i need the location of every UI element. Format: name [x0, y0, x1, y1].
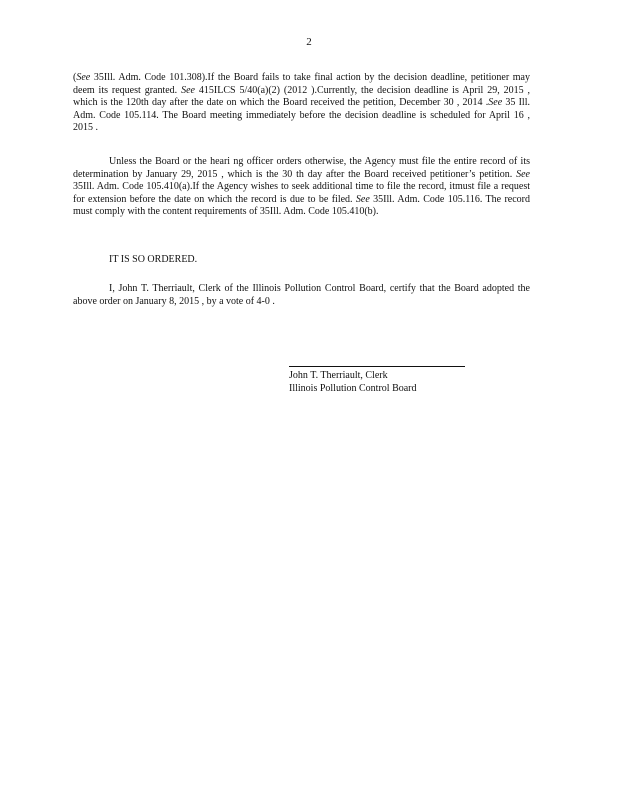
signatory-organization: Illinois Pollution Control Board [289, 383, 417, 394]
paragraph-decision-deadline: (See 35Ill. Adm. Code 101.308).If the Board fails to take final action by the decision deadline, petitioner may deem its request granted. See 415ILCS 5/40(a)(2) (2012 ).Currently, the decision deadline is April 29, 2015 , which is the 120th day after the date on which the Board received the petition, December 30 , 2014 .See 35 Ill. Adm. Code 105.114. The Board meeting immediately before the decision deadline is scheduled for April 16 , 2015 . [73, 72, 531, 133]
citation-signal: See [516, 168, 530, 180]
paragraph-agency-record [73, 156, 530, 219]
citation-signal: See [76, 72, 91, 83]
paragraph-text: 415ILCS 5/40(a)(2) (2012 ).Currently, the decision deadline is April 29, 2015 , which is the 120th day after the date on which the Board received the petition, December 30 , 2014 . [73, 84, 531, 108]
paragraph-text: 35Ill. Adm. Code 105.116. The record must comply with the content requirements of 35Ill. Adm. Code 105.410(b). [73, 193, 530, 217]
signature-block [289, 369, 417, 395]
citation-signal: See [355, 193, 370, 205]
paragraph-text: 35Ill. Adm. Code 105.410(a).If the Agency wishes to seek additional time to file the record, itmust file a request for extension before the date on which the record is due to be filed. [73, 181, 530, 205]
citation-signal: See [488, 97, 503, 108]
citation-signal: See [181, 84, 195, 96]
so-ordered-text: IT IS SO ORDERED. [109, 254, 198, 265]
paragraph-text: Unless the Board or the heari ng officer orders otherwise, the Agency must file the entire record of its determination by January 29, 2015 , which is the 30 th day after the Board received petitioner’s petition. [73, 156, 530, 180]
signatory-name: John T. Therriault, Clerk [289, 370, 388, 381]
certification-text: I, John T. Therriault, Clerk of the Illinois Pollution Control Board, certify that the Board adopted the above order on January 8, 2015 , by a vote of 4-0 . [73, 283, 530, 307]
paragraph-text: 35 Ill. Adm. Code 105.114. The Board meeting immediately before the decision deadline is scheduled for April 16 , 2015 . [73, 97, 530, 133]
signature-line [289, 366, 465, 367]
page-number: 2 [306, 36, 312, 48]
paragraph-certification [73, 283, 530, 308]
paragraph-text: 35Ill. Adm. Code 101.308).If the Board fails to take final action by the decision deadline, petitioner may deem its request granted. [73, 72, 530, 96]
paragraph-so-ordered [73, 254, 530, 267]
